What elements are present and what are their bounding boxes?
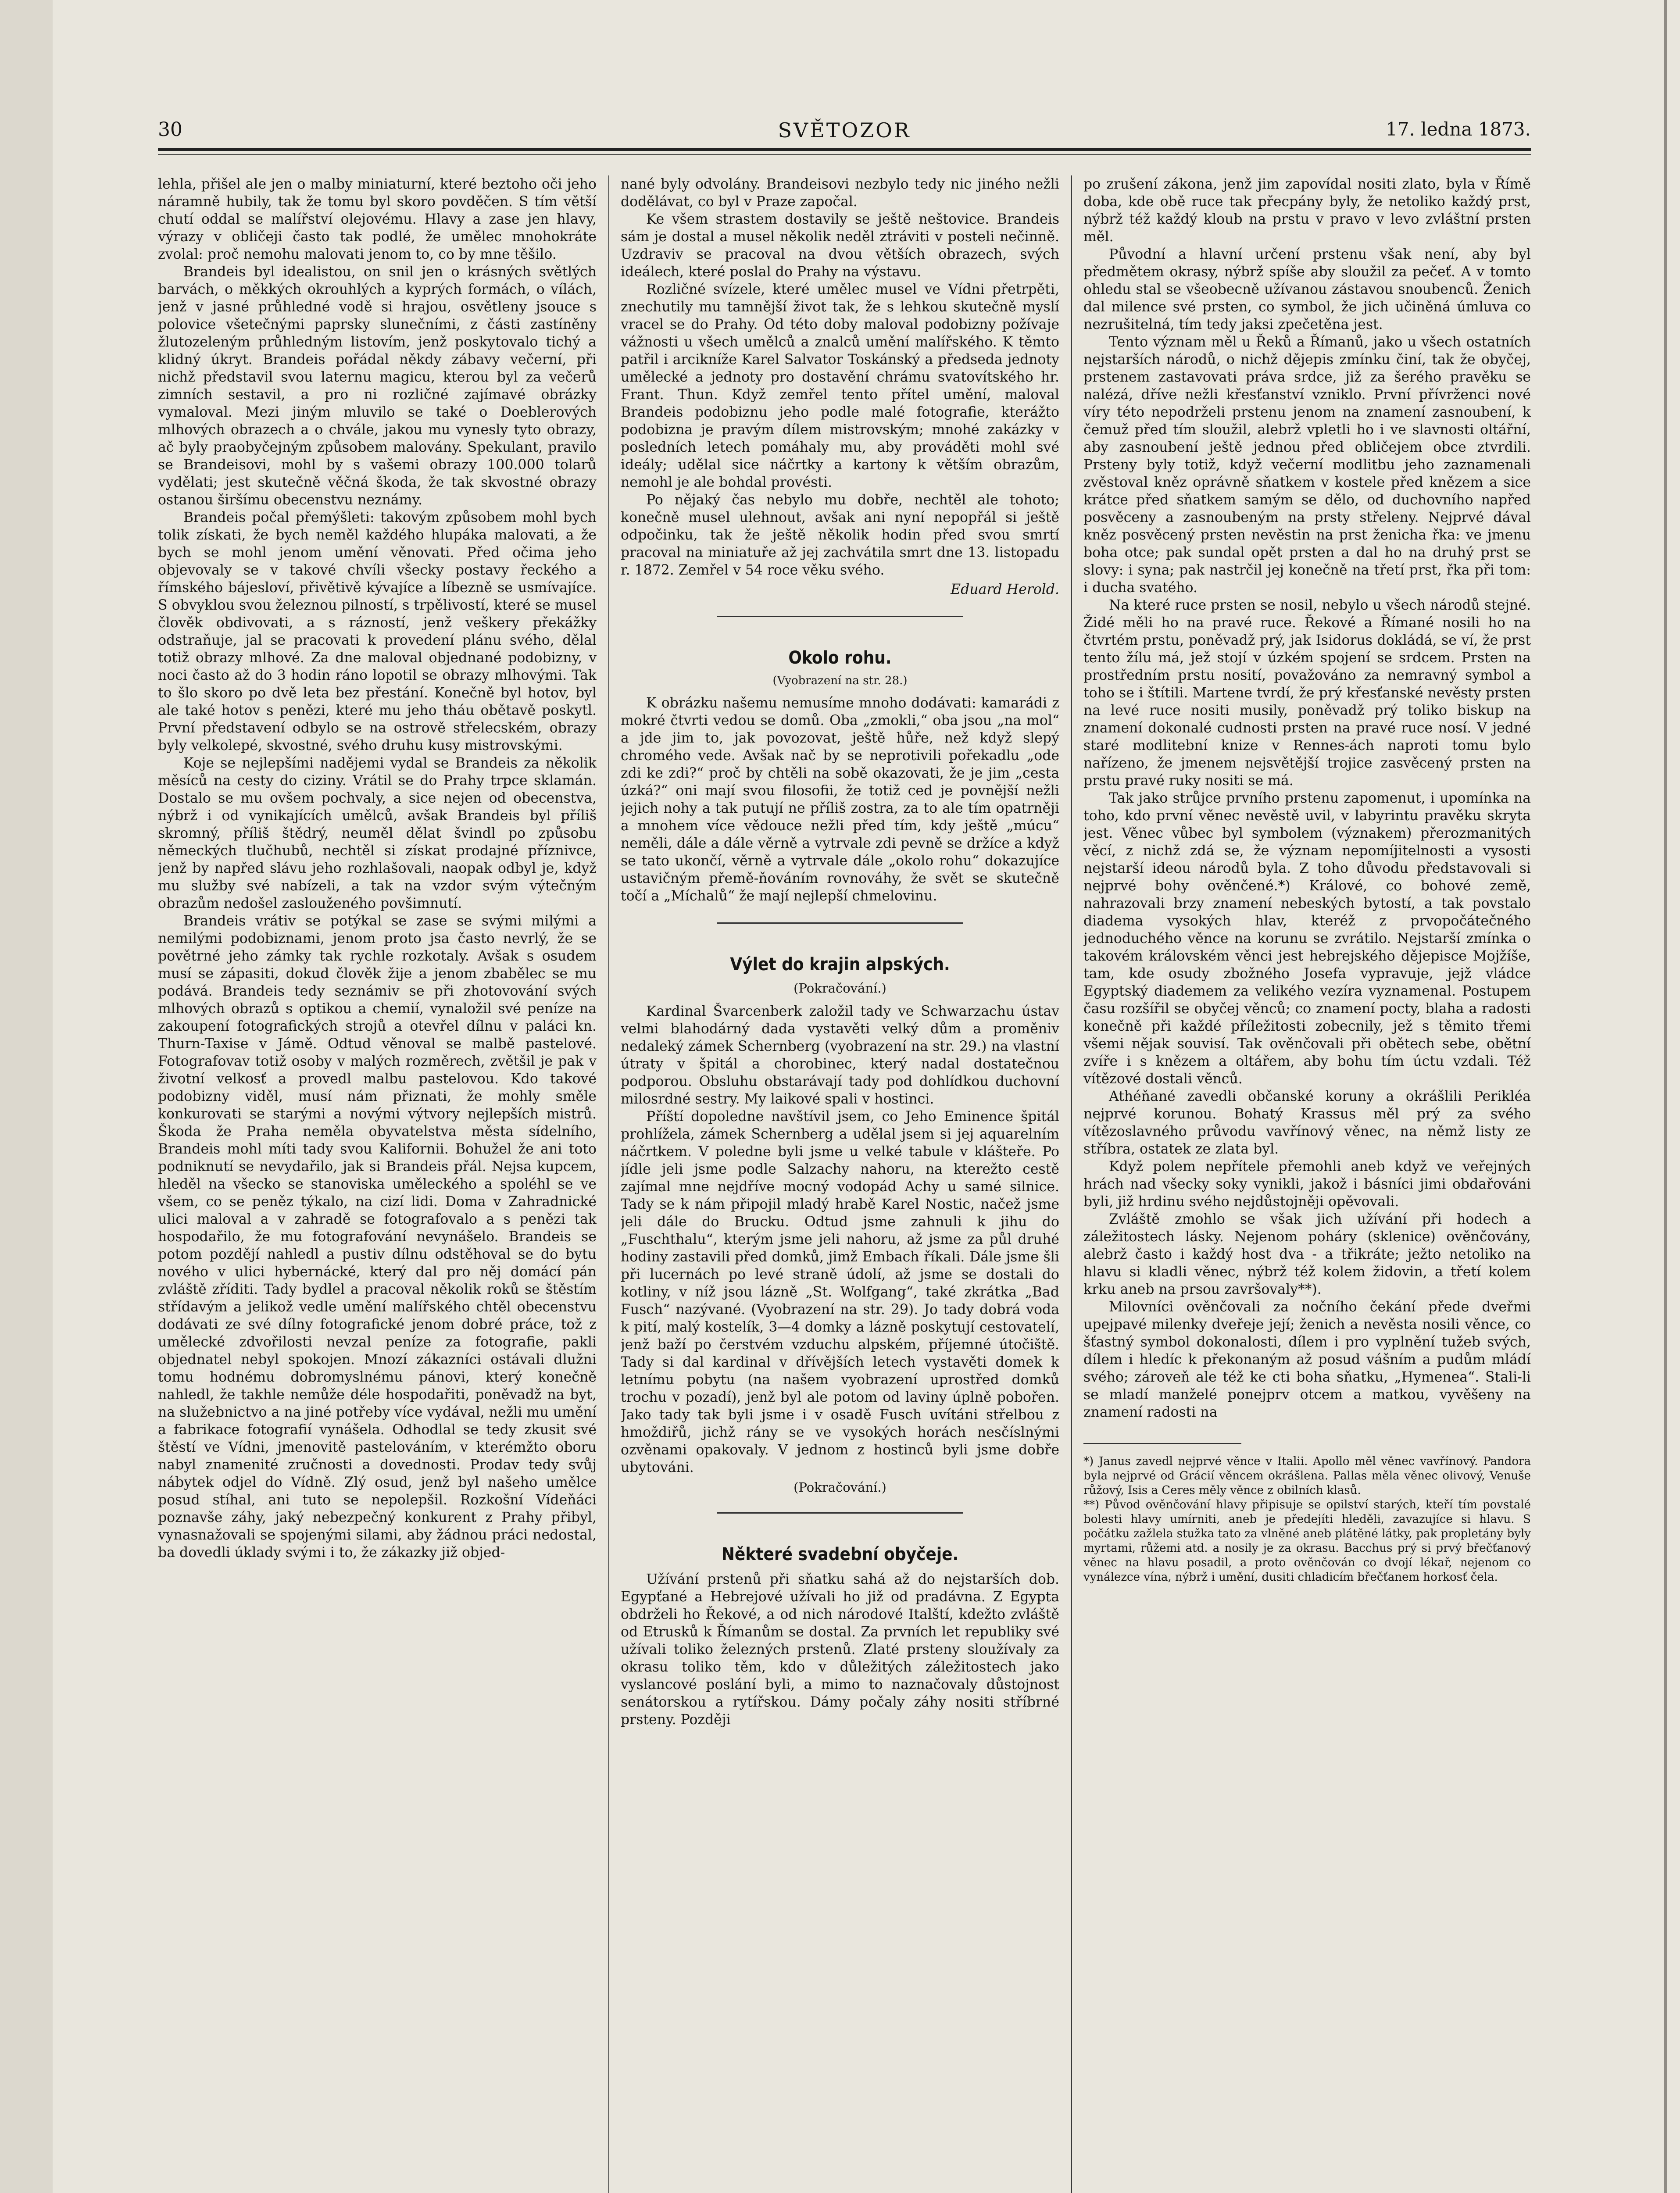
continuation-note: (Pokračování.) <box>794 981 886 996</box>
binding-margin <box>0 0 53 2193</box>
paragraph: Tento význam měl u Řeků a Římanů, jako u všech ostatních nejstarších národů, o nichž dějepis zmínku činí, tak že obyčej, prstenem zastavovati práva srdce, již za šerého pravěku se nalézá, dříve nežli křesťanství vzniklo. První přívrženci nové víry této nepodrželi prstenu jenom na znamení zasnoubení, k čemuž před tím sloužil, alebrž vpletli ho i ve slavnosti oltářní, aby zasnoubení ještě jednou před obličejem obce ztvrdili. Prsteny byly totiž, když večerní modlitbu jeho zaznamenali zvěstoval kněz oprávně sňatkem v kostele před knězem a sice krátce před sňatkem samým se dělo, od duchovního napřed posvěceny a zasnoubeným na prsty střeleny. Nejprvé dával kněz posvěcený prsten nevěstin na prst ženicha řka: ve jmenu boha otce; pak sundal opět prsten a dal ho na druhý prst se slovy: i syna; pak nastrčil jej konečně na třetí prst, řka při tom: i ducha svatého. <box>1083 334 1531 596</box>
paragraph: Rozličné svízele, které umělec musel ve Vídni přetrpěti, znechutily mu tamnější život tak, že s lehkou skutečně myslí vracel se do Prahy. Od této doby maloval podobizny požívaje vážnosti u všech umělců a znalců umění malířského. K těmto patřil i arcikníže Karel Salvator Toskánský a předseda jednoty umělecké a jednoty pro dostavění chrámu svatovítského hr. Frant. Thun. Když zemřel tento přítel umění, maloval Brandeis podobiznu jeho podle malé fotografie, kterážto podobizna je pravým dílem mistrovským; mnohé zakázky v posledních letech pomáhaly mu, aby prováděti mohl své ideály; udělal sice náčrtky a kartony k větším obrazům, nemohl je ale bohdal provésti. <box>621 282 1059 490</box>
paragraph: Tak jako strůjce prvního prstenu zapomenut, i upomínka na toho, kdo první věnec nevěstě uvil, v labyrintu pravěku skryta jest. Věnec vůbec byl symbolem (význakem) přerozmanitých věcí, z nichž zdá se, že význam nepomíjitelnosti a vysosti nejstarší ideou národů byla. Z toho důvodu představovali si nejprvé bohy ověnčené.*) Králové, co bohové země, nahrazovali brzy znamení nebeských bytostí, a tak povstalo diadema vysokých hlav, kteréž z prvopočátečného jednoduchého věnce na korunu se zvrátilo. Nejstarší zmínka o takovém královském věnci jest hebrejského dějepisce Mojžíše, tam, kde osudy zbožného Josefa vypravuje, jejž vládce Egyptský diademem za velikého vezíra vyznamenal. Postupem času rozšířil se obyčej věnců; co znamení pocty, blaha a radosti konečně při každé příležitosti zobecnily, jež s těmito třemi všemi nějak souvisí. Tak ověnčovali při obětech sebe, obětní zvíře i s knězem a oltářem, aby bohu tím úctu vzdali. Též vítězové dostali věnců. <box>1083 790 1531 1087</box>
paragraph: po zrušení zákona, jenž jim zapovídal nositi zlato, byla v Římě doba, kde obě ruce tak přecpány byly, že netoliko každý prst, nýbrž též každý kloub na prstu v pravo v levo zvláštní prsten měl. <box>1083 176 1531 245</box>
paragraph: Příští dopoledne navštívil jsem, co Jeho Eminence špitál prohlížela, zámek Schernberg a udělal jsem si jej aquarelním náčrtkem. V poledne byli jsme u velké tabule v klášteře. Po jídle jeli jsme podle Salzachy nahoru, na kterežto cestě zajímal mne nejdříve mocný vodopád Achy u samé silnice. Tady se k nám připojil mladý hrabě Karel Nostic, načež jsme jeli dále do Brucku. Odtud jsme zahnuli k jihu do „Fuschthalu“, kterým jsme jeli nahoru, až jsme za půl druhé hodiny zastavili před domků, jimž Embach říkali. Dále jsme šli při lucernách po levé straně údolí, až jsme se dostali do kotliny, v níž jsou lázně „St. Wolfgang“, také zkrátka „Bad Fusch“ nazývané. (Vyobrazení na str. 29). Jo tady dobrá voda k pití, malý kostelík, 3—4 domky a lázně poskytují cestovatelí, jenž baží po čerstvém vzduchu alpském, příjemné útočiště. Tady si dal kardinal v dřívějších letech vystavěti domek k letnímu pobytu (na našem vyobrazení uprostřed domků trochu v pozadí), jenž byl ale potom od laviny úplně pobořen. Jako tady tak byli jsme i v osadě Fusch uvítáni střelbou z hmoždiřů, jichž rány se ve vysokých horách nesčíslnými ozvěnami opakovaly. V jednom z hostinců byli jsme dobře ubytováni. <box>621 1109 1059 1475</box>
column-divider <box>1071 175 1072 2193</box>
footnote: **) Původ ověnčování hlavy připisuje se opilství starých, kteří tím povstalé bolesti hlavy umírniti, aneb je předejíti hleděli, zavazujíce si hlavu. S počátku zažlela stužka tato za vlněné aneb plátěné látky, pak propletány byly myrtami, růžemi atd. a nosily je za okrasu. Bacchus prý si prvý břečťanový věnec na hlavu posadil, a proto ověnčován co dvojí lékař, nejenom co vynálezce vína, nýbrž i umění, dusiti chladicím břečťanem horkosť čela. <box>1083 1498 1531 1584</box>
column-2 <box>621 175 1059 2193</box>
article-title: Některé svadební obyčeje. <box>721 1544 959 1564</box>
paragraph: Zvláště zmohlo se však jich užívání při hodech a záležitostech lásky. Nejenom poháry (sklenice) ověnčovány, alebrž často i každý host dva - a třikráte; ježto netoliko na hlavu si kladli věnec, nýbrž též kolem židovin, a třetí kolem krku aneb na prsou završovaly**). <box>1083 1211 1531 1297</box>
section-rule <box>717 616 963 617</box>
article-subtitle: (Vyobrazení na str. 28.) <box>772 674 908 687</box>
issue-date: 17. ledna 1873. <box>1386 118 1531 140</box>
paragraph: Brandeis vrátiv se potýkal se zase se svými milými a nemilými podobiznami, jenom proto jsa často nevrlý, že se povětrné jeho zámky tak rychle rozkotaly. Avšak s osudem musí se zápasiti, dokud člověk žije a jenom zbabělec se mu podává. Brandeis tedy seznámiv se při zhotovování svých mlhových obrazů s optikou a chemií, vynaložil své peníze na zakoupení fotografických strojů a otevřel dílnu v paláci kn. Thurn-Taxise v Jámě. Odtud věnoval se malbě pastelové. Fotografovav totiž osoby v malých rozměrech, zvětšil je pak v životní velkosť a provedl malbu pastelovou. Kdo takové podobizny viděl, musí nám přiznati, že mohly směle konkurovati se starými a novými výtvory nejlepších mistrů. Škoda že Praha neměla obyvatelstva města sídelního, Brandeis mohl míti tady svou Kalifornii. Bohužel že ani toto podniknutí se nevydařilo, jak si Brandeis přál. Nejsa kupcem, hleděl na všecko se stanoviska uměleckého a spoléhl se ve všem, co se peněz týkalo, na cizí lidi. Doma v Zahradnické ulici maloval a v zahradě se fotografovalo a s penězi tak hospodařilo, že mu fotografování nevynášelo. Brandeis se potom pozdějí nahledl a pustiv dílnu odstěhoval se do bytu nového v ulici hybernácké, který dal pro něj domácí pán zvláště zříditi. Tady bydlel a pracoval několik roků se štěstím střídavým a jelikož vedle umění malířského chtěl obecenstvu dodávati ze své dílny fotografické jenom dobré práce, tož z umělecké zdvořilosti nevzal peníze za fotografie, pakli objednatel nebyl spokojen. Mnozí zákazníci ostávali dlužni tomu hodnému dobromyslnému pánovi, který konečně nahledl, že takhle nemůže déle hospodařiti, poněvadž na byt, na služebnictvo a na jiné potřeby více vydával, nežli mu umění a fabrikace fotografií vynášela. Odhodlal se tedy zkusit své štěstí ve Vídni, jmenovitě pastelováním, v kterémžto oboru nabyl znamenité zručnosti a dovednosti. Prodav tedy svůj nábytek odjel do Vídně. Zlý osud, jenž byl našeho umělce posud stíhal, ani tuto se nepolepšil. Rozkošní Vídeňáci poznavše záhy, jaký nebezpečný konkurent z Prahy přibyl, vynasnažovali se spojenými silami, aby žádnou práci nedostal, ba dovedli úklady svými i to, že zákazky již objed- <box>158 913 597 1561</box>
column-1 <box>158 175 597 2193</box>
paragraph: Brandeis byl idealistou, on snil jen o krásných světlých barvách, o měkkých okrouhlých a kyprých formách, o vílách, jenž v jasné průhledné vodě si hrajou, osvětleny jsouce s polovice všetečnými paprsky slunečními, z části zastíněny žlutozeleným průhledným listovím, jenž poskytovalo tichý a klidný úkryt. Brandeis pořádal někdy zábavy večerní, při nichž představil svou laternu magicu, kterou byl za večerů zimních sestavil, a pro ni rozličné zajímavé obrázky vymaloval. Mezi jiným mluvilo se také o Doeblerových mlhových obrazech a o chvále, jakou mu vynesly tyto obrazy, ač byly praobyčejným způsobem malovány. Spekulant, pravilo se Brandeisovi, mohl by s vašemi obrazy 100.000 tolarů vydělati; jest skutečně věčná škoda, že tak skvostné obrazy ostanou širšímu obecenstvu neznámy. <box>158 264 597 508</box>
paragraph: Koje se nejlepšími nadějemi vydal se Brandeis za několik měsíců na cesty do ciziny. Vrátil se do Prahy trpce sklamán. Dostalo se mu ovšem pochvaly, a sice nejen od obecenstva, nýbrž i od vynikajících umělců, avšak Brandeis byl příliš skromný, příliš štědrý, neuměl dělat švindl po způsobu německých tlučhubů, nechtěl si získat prodajné příznivce, jenž by napřed slávu jeho rozhlašovali, naopak odbyl je, když mu služby své nabízeli, a tak na vzdor svým výtečným obrazům nedošel zaslouženého povšimnutí. <box>158 755 597 911</box>
page-number: 30 <box>158 118 182 141</box>
paragraph: Když polem nepřítele přemohli aneb když ve veřejných hrách nad všecky soky vynikli, jakož i básníci jimi obdařováni byli, již hrdinu svého nejdůstojněji opěvovali. <box>1083 1159 1531 1210</box>
footnote-rule <box>1083 1443 1241 1444</box>
continuation-note: (Pokračování.) <box>794 1480 886 1495</box>
header-rule <box>158 148 1531 151</box>
footnote: *) Janus zavedl nejprvé věnce v Italii. Apollo měl věnec vavřínový. Pandora byla nejprvé od Grácií věncem okrášlena. Pallas měla věnec olivový, Venuše růžový, Isis a Ceres měly věnce z obilních klasů. <box>1083 1455 1531 1497</box>
column-divider <box>608 175 609 2193</box>
paragraph: Milovníci ověnčovali za nočního čekání přede dveřmi upejpavé milenky dveřeje její; ženich a nevěsta nosili věnce, co šťastný symbol dokonalosti, dílem i pro vyplnění tužeb svých, dílem i hledíc k překonaným až posud vášním a pudům mládí svého; zároveň ale též ke cti boha sňatku, „Hymenea“. Stali-li se mladí manželé ponejprv otcem a matkou, vyvěšeny na znamení radosti na <box>1083 1299 1531 1420</box>
paragraph: Ke všem strastem dostavily se ještě neštovice. Brandeis sám je dostal a musel několik neděl ztráviti v posteli nečinně. Uzdraviv se pracoval na dvou větších obrazech, svých ideálech, které poslal do Prahy na výstavu. <box>621 211 1059 280</box>
column-3 <box>1083 175 1531 2193</box>
masthead: SVĚTOZOR <box>778 118 911 142</box>
paragraph: Po nějaký čas nebylo mu dobře, nechtěl ale tohoto; konečně musel ulehnout, avšak ani nyní nepopřál si ještě odpočinku, tak že ještě několik hodin před svou smrtí pracoval na miniatuře až jej zachvátila smrt dne 13. listopadu r. 1872. Zemřel v 54 roce věku svého. <box>621 492 1059 578</box>
section-rule <box>717 1512 963 1514</box>
paragraph: Původní a hlavní určení prstenu však není, aby byl předmětem okrasy, nýbrž spíše aby sloužil za pečeť. A v tomto ohledu stal se všeobecně užívanou zástavou snoubenců. Ženich dal milence své prsten, co symbol, že jich učiněná úmluva co nezrušitelná, tím tedy jaksi zpečetěna jest. <box>1083 246 1531 332</box>
author-signature: Eduard Herold. <box>951 582 1059 597</box>
page-header <box>158 118 1531 149</box>
paragraph: Brandeis počal přemýšleti: takovým způsobem mohl bych tolik získati, že bych neměl každého hlupáka malovati, a že bych se mohl jenom umění věnovati. Před očima jeho objevovaly se v takové chvíli všecky postavy řeckého a římského bájesloví, přivětivě kývajíce a líbezně se usmívajíce. S obvyklou svou železnou pilností, s trpělivostí, které se musel člověk obdivovati, a s rázností, jenž veškery překážky odstraňuje, jal se pracovati k provedení plánu svého, dělal totiž obrazy mlhové. Za dne maloval objednané podobizny, v noci často až do 3 hodin ráno lopotil se obrazy mlhovými. Tak to šlo skoro po dvě leta bez přestání. Konečně byl hotov, byl ale také hotov s penězi, které mu jeho tháu obětavě poskytl. První představení odbylo se na ostrově střelecském, obrazy byly velkolepé, skvostné, svého druhu kusy mistrovskými. <box>158 510 597 754</box>
article-title: Okolo rohu. <box>788 648 892 668</box>
paragraph: K obrázku našemu nemusíme mnoho dodávati: kamarádi z mokré čtvrti vedou se domů. Oba „zmokli,“ oba jsou „na mol“ a jde jim to, jak povozovat, ještě hůře, než když slepý chromého vede. Avšak nač by se neprotivili pořekadlu „ode zdi ke zdi?“ proč by chtěli na sobě okazovati, že je jim „cesta úzká?“ oni mají svou filosofii, že totiž ced je povnější nežli jejich nohy a tak putují ne příliš zostra, za to ale tím opatrněji a mnohem více vědouce nežli před tím, kdy ještě „múcu“ neměli, dále a dále věrně a vytrvale zdi pevně se držíce a když se tato ukončí, věrně a vytrvale dále „okolo rohu“ dokazujíce ustavičným přemě-ňováním rovnováhy, že svět se skutečně točí a „Míchalů“ že mají nejlepší chmelovinu. <box>621 695 1059 904</box>
article-title: Výlet do krajin alpských. <box>730 954 950 975</box>
paragraph: nané byly odvolány. Brandeisovi nezbylo tedy nic jiného nežli dodělávat, co byl v Praze započal. <box>621 176 1059 210</box>
section-rule <box>717 922 963 924</box>
header-rule-thin <box>158 154 1531 155</box>
paragraph: lehla, přišel ale jen o malby miniaturní, které beztoho oči jeho náramně hubily, tak že tomu byl skoro povděčen. S tím větší chutí oddal se malířství olejovému. Hlavy a zase jen hlavy, výrazy v obličeji často tak podlé, že umělec mnohokráte zvolal: proč nemohu malovati jenom to, co by mne těšilo. <box>158 176 597 262</box>
paragraph: Užívání prstenů při sňatku sahá až do nejstarších dob. Egypťané a Hebrejové užívali ho již od pradávna. Z Egypta obdrželi ho Řekové, a od nich národové Italští, kdežto zvláště od Etrusků k Římanům se dostal. Za prvních let republiky své užívali tolikо železných prstenů. Zlaté prsteny sloužívaly za okrasu toliko těm, kdo v důležitých záležitostech jako vyslancové poslání byli, a mimo to naznačovaly důstojnost senátorskou a rytířskou. Dámy počaly záhy nositi stříbrné prsteny. Později <box>621 1572 1059 1728</box>
scan-edge <box>1664 0 1667 2193</box>
paragraph: Na které ruce prsten se nosil, nebylo u všech národů stejné. Židé měli ho na pravé ruce. Řekové a Římané nosili ho na čtvrtém prstu, poněvadž prý, jak Isidorus dokládá, se ví, že prst tento žílu má, jež stojí v úzkém spojení se srdcem. Prsten na prostředním prstu nosití, považováno za nemravný symbol a toho se i štítili. Martene tvrdí, že prý křesťanské nevěsty prsten na levé ruce nositi musily, poněvadž prý toliko biskup na znamení dokonalé cudnosti prsten na pravé ruce nosí. V jedné staré modlitební knize v Rennes-ách naproti tomu bylo nařízeno, že jmenem nejsvětější trojice zasvěcený prsten na prstu pravé ruky nositi se má. <box>1083 597 1531 789</box>
paragraph: Kardinal Švarcenberk založil tady ve Schwarzachu ústav velmi blahodárný dada vystavěti velký dům a proměniv nedaleký zámek Schernberg (vyobrazení na str. 29.) na vlastní útraty v špitál a chorobinec, který nadal dostatečnou podporou. Obsluhu obstarávají tady pod dohlídkou duchovní milosrdné sestry. My laikové spali v hostinci. <box>621 1004 1059 1107</box>
paragraph: Athéňané zavedli občanské koruny a okrášlili Perikléa nejprvé korunou. Bohatý Krassus měl prý za svého vítězoslavného průvodu vavřínový věnec, na němž listy ze stříbra, ostatek ze zlata byl. <box>1083 1089 1531 1157</box>
